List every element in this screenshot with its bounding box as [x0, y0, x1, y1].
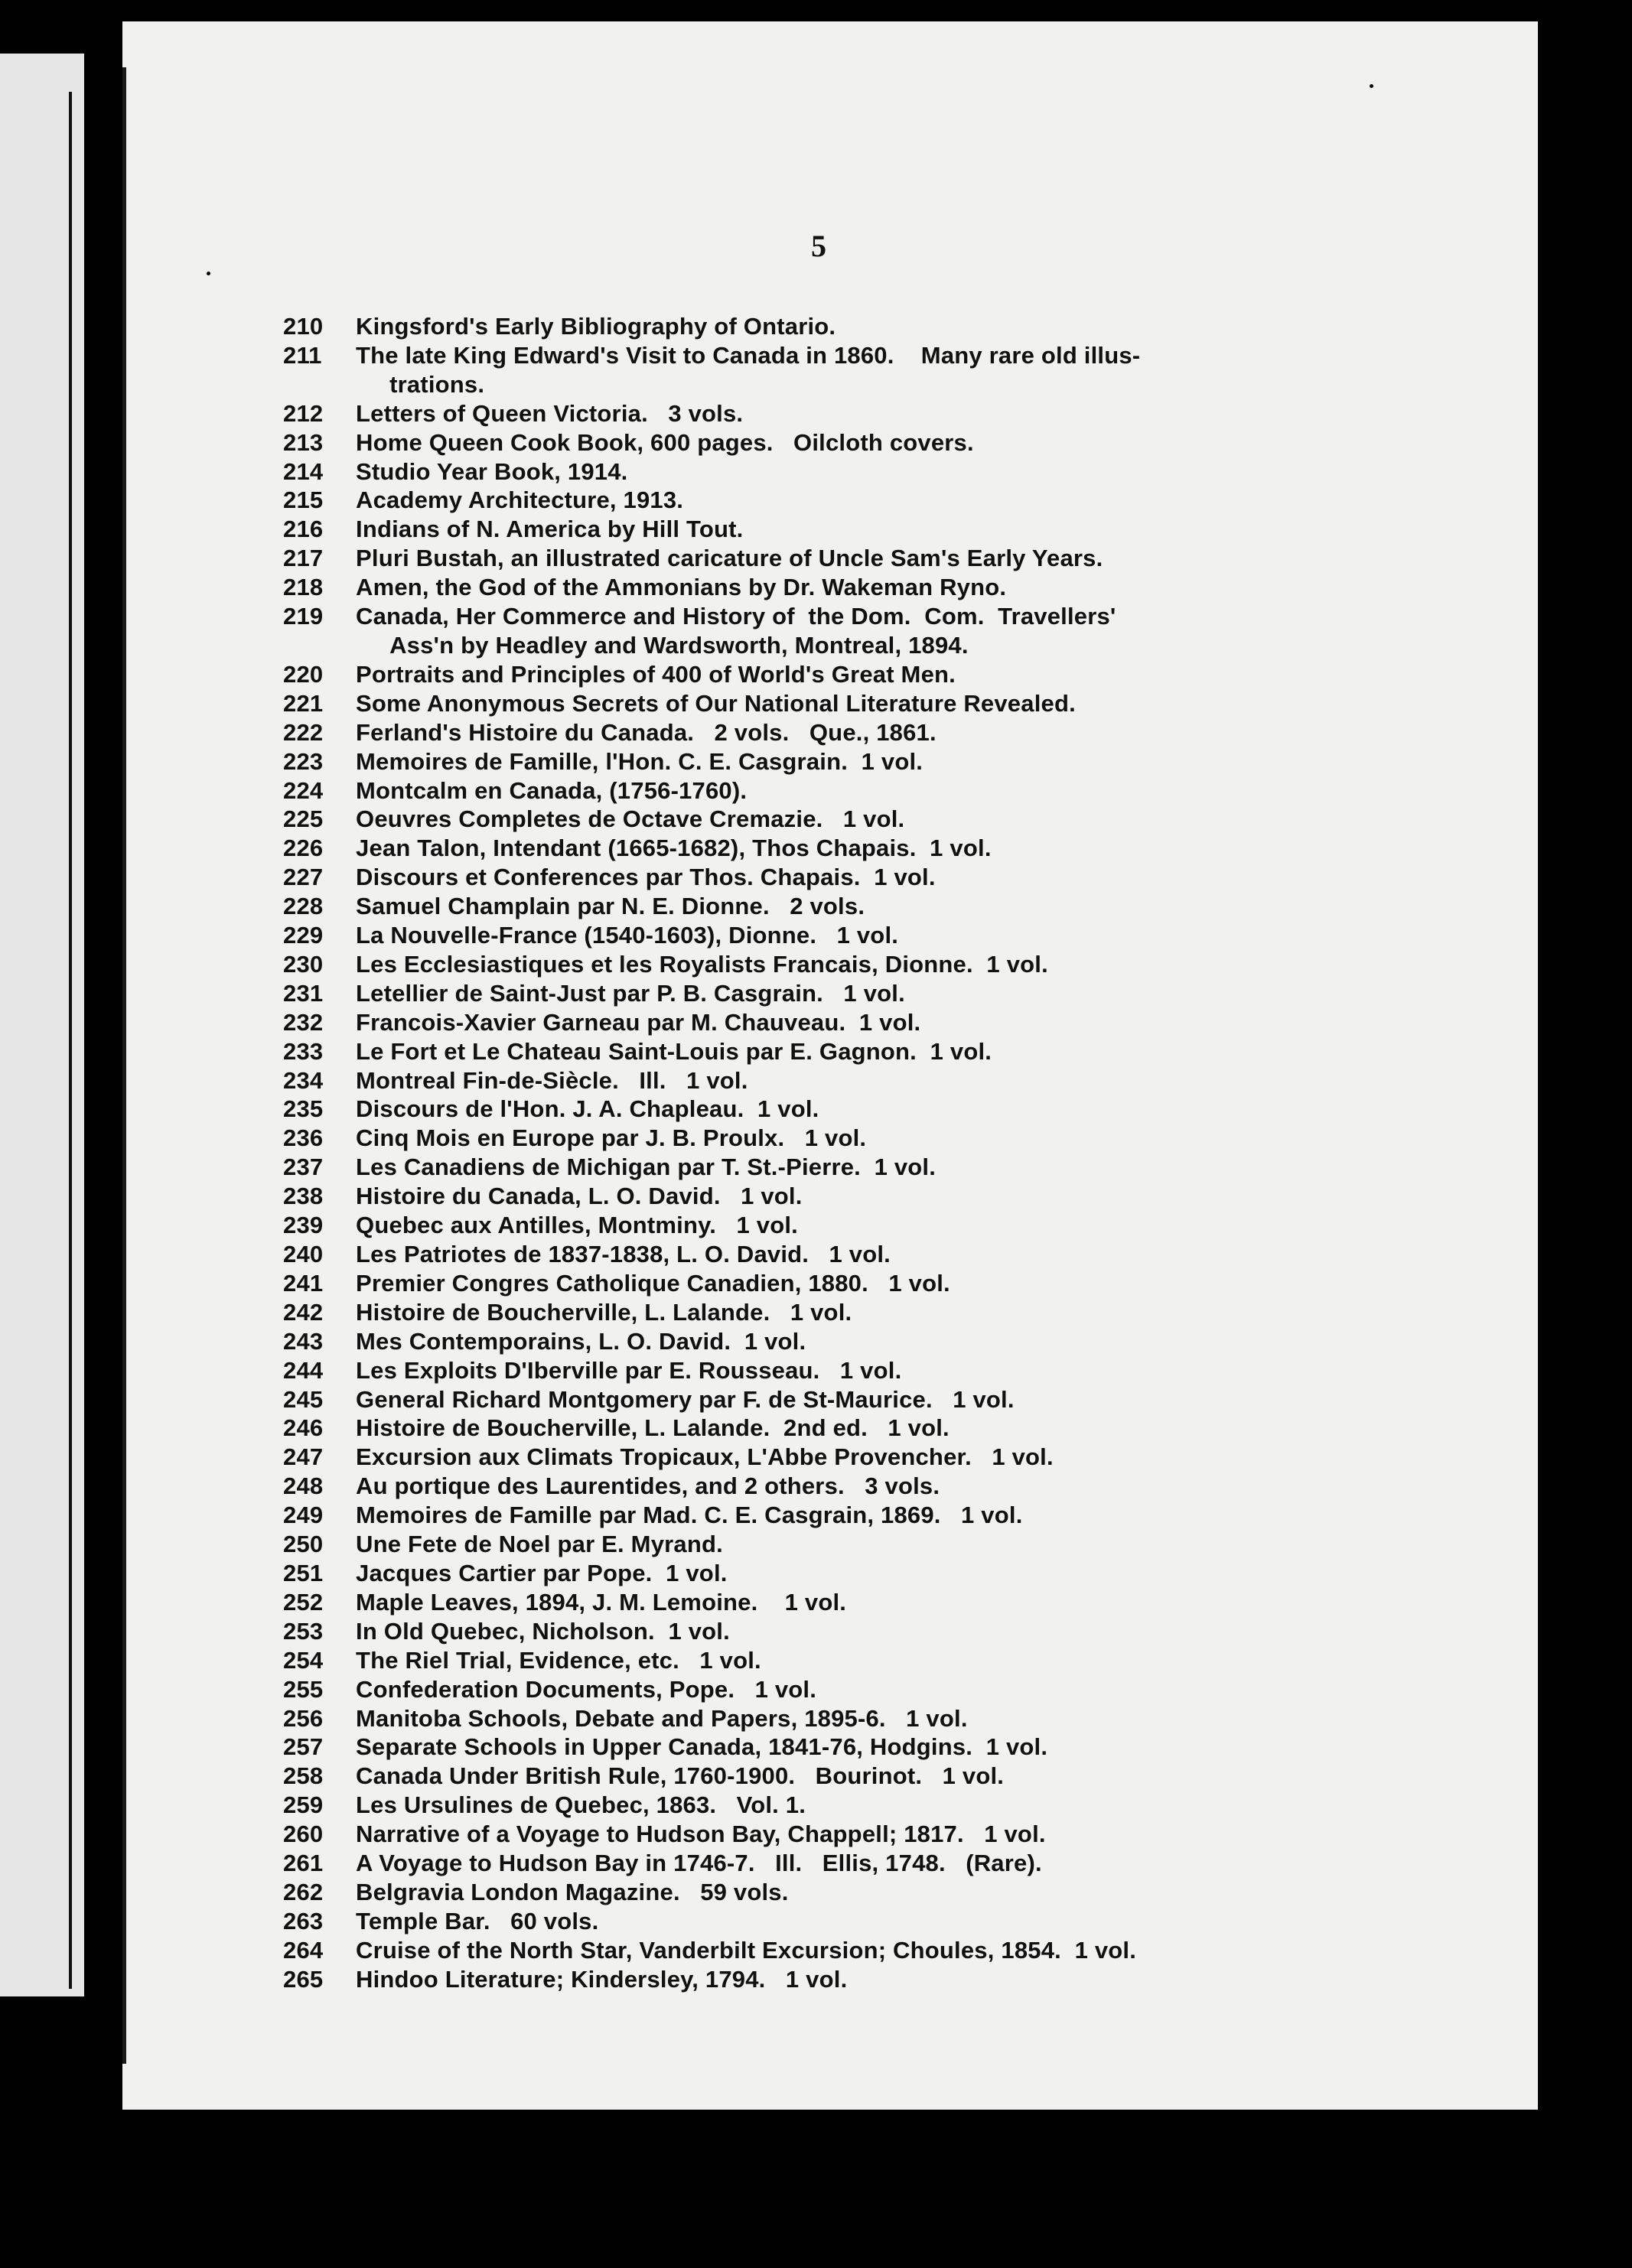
entry-number: 254: [283, 1646, 324, 1674]
entry-title: Studio Year Book, 1914.: [356, 457, 628, 485]
entry-number: 247: [283, 1443, 324, 1471]
entry-number: 244: [283, 1356, 324, 1384]
entry-number: 251: [283, 1559, 324, 1586]
entry-title: Cinq Mois en Europe par J. B. Proulx. 1 vol.: [356, 1124, 867, 1152]
entry-number: 246: [283, 1414, 324, 1442]
entry-number: 220: [283, 660, 324, 688]
entry-title: Mes Contemporains, L. O. David. 1 vol.: [356, 1327, 806, 1355]
entry-number: 211: [283, 341, 322, 369]
catalogue-entry: [283, 1124, 1507, 1153]
entry-number: 226: [283, 835, 324, 862]
catalogue-entry: [283, 1588, 1507, 1617]
catalogue-entry: [283, 805, 1507, 834]
catalogue-entry: [283, 544, 1507, 573]
entry-title: Histoire de Boucherville, L. Lalande. 2nd ed. 1 vol.: [356, 1414, 950, 1442]
entry-title: Discours et Conferences par Thos. Chapais. 1 vol.: [356, 864, 936, 891]
catalogue-entry: [283, 718, 1507, 747]
entry-number: 230: [283, 950, 324, 978]
entry-number: 249: [283, 1502, 324, 1529]
catalogue-entry: [283, 747, 1507, 776]
catalogue-entry: [283, 457, 1507, 486]
entry-number: 214: [283, 457, 324, 485]
catalogue-entry: [283, 1936, 1507, 1965]
catalogue-entry: [283, 1443, 1507, 1472]
entry-title: La Nouvelle-France (1540-1603), Dionne. 1 vol.: [356, 922, 899, 949]
catalogue-entry: [283, 1646, 1507, 1675]
catalogue-entry: [283, 1733, 1507, 1762]
entry-number: 261: [283, 1850, 324, 1877]
catalogue-entry: [283, 1066, 1507, 1095]
entry-title: Separate Schools in Upper Canada, 1841-76, Hodgins. 1 vol.: [356, 1733, 1048, 1761]
entry-title: Indians of N. America by Hill Tout.: [356, 516, 744, 543]
scan-speck: [1370, 84, 1373, 88]
entry-title: Discours de l'Hon. J. A. Chapleau. 1 vol.: [356, 1095, 819, 1123]
entry-number: 242: [283, 1298, 324, 1326]
catalogue-entry: [283, 573, 1507, 602]
entry-number: 228: [283, 893, 324, 920]
entry-number: 222: [283, 718, 324, 746]
entry-title: Some Anonymous Secrets of Our National Literature Revealed.: [356, 689, 1076, 717]
entry-title: Narrative of a Voyage to Hudson Bay, Chappell; 1817. 1 vol.: [356, 1821, 1046, 1848]
entry-title: Jean Talon, Intendant (1665-1682), Thos Chapais. 1 vol.: [356, 835, 992, 862]
catalogue-entry: [283, 1095, 1507, 1124]
catalogue-entry: [283, 399, 1507, 428]
entry-title: Histoire du Canada, L. O. David. 1 vol.: [356, 1183, 803, 1210]
entry-title: Montcalm en Canada, (1756-1760).: [356, 776, 748, 804]
catalogue-entry: [283, 1762, 1507, 1791]
entry-title: In Old Quebec, Nicholson. 1 vol.: [356, 1617, 730, 1645]
catalogue-entry: [283, 1385, 1507, 1414]
entry-number: 216: [283, 516, 324, 543]
entry-title: The late King Edward's Visit to Canada in 1860. Many rare old illus- trations.: [356, 341, 1141, 398]
page-border-line: [122, 67, 126, 2064]
entry-title: Hindoo Literature; Kindersley, 1794. 1 vol.: [356, 1965, 848, 1993]
entry-title: Confederation Documents, Pope. 1 vol.: [356, 1675, 817, 1703]
entry-title: Belgravia London Magazine. 59 vols.: [356, 1878, 789, 1905]
scan-speck: [207, 272, 210, 275]
entry-number: 240: [283, 1241, 324, 1267]
entry-number: 224: [283, 776, 324, 804]
entry-number: 262: [283, 1878, 324, 1905]
entry-number: 229: [283, 922, 324, 949]
entry-number: 265: [283, 1965, 324, 1993]
entry-title: Une Fete de Noel par E. Myrand.: [356, 1531, 723, 1558]
entry-number: 237: [283, 1154, 324, 1181]
entry-title: Francois-Xavier Garneau par M. Chauveau. 1 vol.: [356, 1008, 921, 1036]
entry-title: Les Patriotes de 1837-1838, L. O. David. 1 vol.: [356, 1241, 891, 1267]
catalogue-entry: [283, 1965, 1507, 1994]
entry-number: 232: [283, 1008, 324, 1036]
catalogue-entry: [283, 341, 1507, 399]
entry-title: Manitoba Schools, Debate and Papers, 1895-6. 1 vol.: [356, 1704, 968, 1732]
catalogue-entry: [283, 1298, 1507, 1327]
catalogue-entry: [283, 1008, 1507, 1037]
catalogue-entry: [283, 1849, 1507, 1878]
catalogue-entry: [283, 1559, 1507, 1588]
catalogue-entry: [283, 1791, 1507, 1820]
entry-title: Temple Bar. 60 vols.: [356, 1907, 599, 1934]
entry-title: Les Ecclesiastiques et les Royalists Francais, Dionne. 1 vol.: [356, 950, 1048, 978]
catalogue-entry: [283, 1878, 1507, 1907]
entry-number: 212: [283, 399, 324, 427]
entry-number: 250: [283, 1531, 324, 1558]
entry-title: Oeuvres Completes de Octave Cremazie. 1 vol.: [356, 805, 905, 833]
catalogue-entry: [283, 1414, 1507, 1443]
entry-title: Pluri Bustah, an illustrated caricature of Uncle Sam's Early Years.: [356, 545, 1103, 572]
entry-title: Ferland's Histoire du Canada. 2 vols. Que., 1861.: [356, 718, 937, 746]
entry-title: Canada, Her Commerce and History of the Dom. Com. Travellers' Ass'n by Headley and Wardsworth, Montreal, 1894.: [356, 603, 1116, 659]
entry-number: 257: [283, 1733, 324, 1761]
catalogue-entry: [283, 950, 1507, 979]
entry-title: Letters of Queen Victoria. 3 vols.: [356, 399, 744, 427]
catalogue-entry: [283, 486, 1507, 515]
entry-title: Amen, the God of the Ammonians by Dr. Wakeman Ryno.: [356, 574, 1007, 601]
entry-title: Le Fort et Le Chateau Saint-Louis par E. Gagnon. 1 vol.: [356, 1037, 992, 1065]
catalogue-entry: [283, 1356, 1507, 1385]
entry-title: Memoires de Famille, l'Hon. C. E. Casgrain. 1 vol.: [356, 747, 923, 775]
entry-title: Maple Leaves, 1894, J. M. Lemoine. 1 vol.: [356, 1588, 847, 1616]
entry-number: 213: [283, 428, 324, 456]
entry-number: 263: [283, 1907, 324, 1934]
entry-title: Samuel Champlain par N. E. Dionne. 2 vols.: [356, 893, 865, 920]
entry-number: 241: [283, 1269, 324, 1297]
entry-title: Quebec aux Antilles, Montminy. 1 vol.: [356, 1212, 798, 1239]
catalogue-entry: [283, 979, 1507, 1008]
entry-number: 245: [283, 1385, 324, 1413]
entry-title: Excursion aux Climats Tropicaux, L'Abbe Provencher. 1 vol.: [356, 1443, 1054, 1471]
entry-title: The Riel Trial, Evidence, etc. 1 vol.: [356, 1646, 761, 1674]
catalogue-page: [122, 21, 1538, 2110]
entry-number: 239: [283, 1212, 324, 1239]
catalogue-entry: [283, 312, 1507, 341]
entry-title: Portraits and Principles of 400 of World's Great Men.: [356, 660, 956, 688]
catalogue-entry: [283, 1501, 1507, 1530]
entry-number: 236: [283, 1124, 324, 1152]
catalogue-entry: [283, 1472, 1507, 1501]
entry-number: 253: [283, 1617, 324, 1645]
entry-title: Histoire de Boucherville, L. Lalande. 1 vol.: [356, 1298, 852, 1326]
catalogue-entry: [283, 1153, 1507, 1182]
entry-title: A Voyage to Hudson Bay in 1746-7. Ill. Ellis, 1748. (Rare).: [356, 1850, 1042, 1877]
entry-title: Academy Architecture, 1913.: [356, 486, 684, 514]
catalogue-entry: [283, 602, 1507, 660]
entry-title: Au portique des Laurentides, and 2 others. 3 vols.: [356, 1472, 940, 1500]
entry-number: 223: [283, 747, 324, 775]
entry-title: Memoires de Famille par Mad. C. E. Casgrain, 1869. 1 vol.: [356, 1502, 1023, 1529]
entry-title: Montreal Fin-de-Siècle. Ill. 1 vol.: [356, 1066, 748, 1094]
entry-number: 248: [283, 1472, 324, 1500]
catalogue-entry: [283, 1704, 1507, 1733]
entry-title: Canada Under British Rule, 1760-1900. Bourinot. 1 vol.: [356, 1762, 1005, 1790]
catalogue-entry: [283, 892, 1507, 921]
entry-number: 227: [283, 864, 324, 891]
entry-title: Premier Congres Catholique Canadien, 1880. 1 vol.: [356, 1269, 950, 1297]
entry-number: 256: [283, 1704, 324, 1732]
entry-number: 264: [283, 1936, 324, 1964]
entry-number: 215: [283, 486, 324, 514]
entry-title: Home Queen Cook Book, 600 pages. Oilcloth covers.: [356, 428, 974, 456]
entry-number: 217: [283, 545, 324, 572]
entry-number: 218: [283, 574, 324, 601]
catalogue-entry: [283, 1907, 1507, 1936]
entry-number: 225: [283, 805, 324, 833]
entry-number: 231: [283, 979, 324, 1007]
entry-number: 233: [283, 1037, 324, 1065]
catalogue-entry-list: [283, 312, 1507, 1994]
entry-number: 238: [283, 1183, 324, 1210]
entry-title: Les Exploits D'Iberville par E. Rousseau. 1 vol.: [356, 1356, 902, 1384]
entry-number: 210: [283, 313, 324, 340]
entry-title: Letellier de Saint-Just par P. B. Casgrain. 1 vol.: [356, 979, 905, 1007]
scan-speck: [1553, 61, 1559, 67]
catalogue-entry: [283, 689, 1507, 718]
catalogue-entry: [283, 1182, 1507, 1211]
entry-number: 252: [283, 1588, 324, 1616]
catalogue-entry: [283, 1037, 1507, 1066]
facing-page-rule: [69, 92, 72, 1989]
catalogue-entry: [283, 1211, 1507, 1240]
entry-title: Jacques Cartier par Pope. 1 vol.: [356, 1559, 728, 1586]
catalogue-entry: [283, 1617, 1507, 1646]
entry-number: 243: [283, 1327, 324, 1355]
catalogue-entry: [283, 660, 1507, 689]
entry-number: 259: [283, 1791, 324, 1819]
entry-number: 255: [283, 1675, 324, 1703]
entry-number: 258: [283, 1762, 324, 1790]
catalogue-entry: [283, 1240, 1507, 1269]
catalogue-entry: [283, 834, 1507, 863]
page-number: 5: [811, 229, 826, 263]
catalogue-entry: [283, 1675, 1507, 1704]
facing-page-edge: [0, 54, 84, 1996]
catalogue-entry: [283, 428, 1507, 457]
catalogue-entry: [283, 1269, 1507, 1298]
entry-number: 219: [283, 603, 324, 630]
entry-title: Les Ursulines de Quebec, 1863. Vol. 1.: [356, 1791, 806, 1819]
entry-number: 221: [283, 689, 324, 717]
catalogue-entry: [283, 1820, 1507, 1849]
catalogue-entry: [283, 863, 1507, 892]
entry-title: Cruise of the North Star, Vanderbilt Excursion; Choules, 1854. 1 vol.: [356, 1936, 1137, 1964]
catalogue-entry: [283, 1327, 1507, 1356]
catalogue-entry: [283, 1530, 1507, 1559]
entry-number: 260: [283, 1821, 324, 1848]
catalogue-entry: [283, 921, 1507, 950]
entry-number: 235: [283, 1095, 324, 1123]
entry-title: Les Canadiens de Michigan par T. St.-Pierre. 1 vol.: [356, 1154, 937, 1181]
catalogue-entry: [283, 515, 1507, 544]
catalogue-entry: [283, 776, 1507, 805]
entry-title: General Richard Montgomery par F. de St-Maurice. 1 vol.: [356, 1385, 1015, 1413]
entry-title: Kingsford's Early Bibliography of Ontario.: [356, 313, 836, 340]
entry-number: 234: [283, 1066, 324, 1094]
